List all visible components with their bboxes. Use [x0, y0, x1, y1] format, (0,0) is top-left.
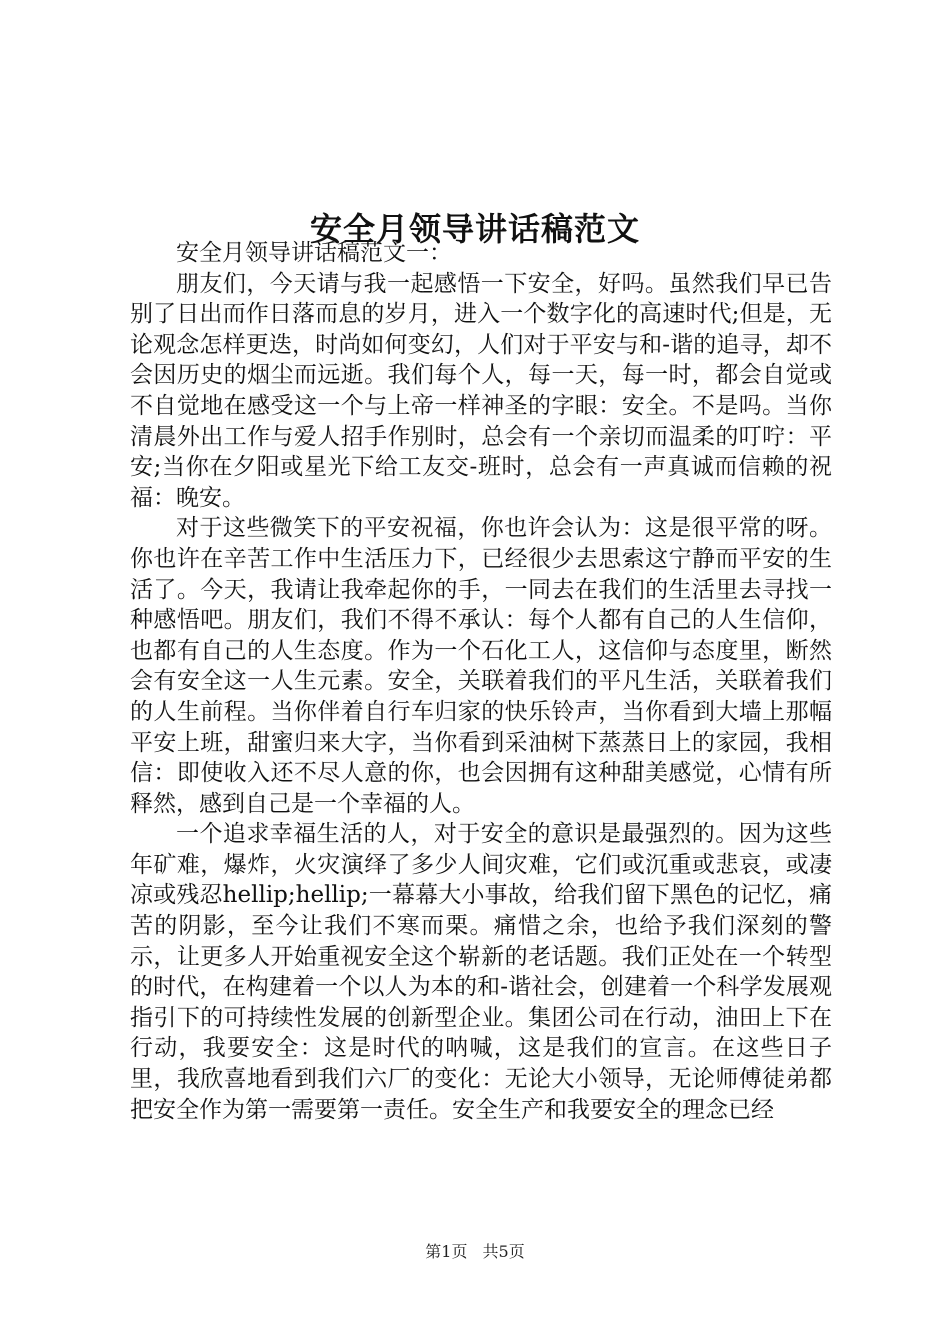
- page-total: 共5页: [482, 1242, 525, 1261]
- document-body: [130, 238, 832, 1125]
- paragraph-2: 对于这些微笑下的平安祝福，你也许会认为：这是很平常的呀。你也许在辛苦工作中生活压力下，已经很少去思索这宁静而平安的生活了。今天，我请让我牵起你的手，一同去在我们的生活里去寻找一种感悟吧。朋友们，我们不得不承认：每个人都有自己的人生信仰，也都有自己的人生态度。作为一个石化工人，这信仰与态度里，断然会有安全这一人生元素。安全，关联着我们的平凡生活，关联着我们的人生前程。当你伴着自行车归家的快乐铃声，当你看到大墙上那幅平安上班，甜蜜归来大字，当你看到采油树下蒸蒸日上的家园，我相信：即使收入还不尽人意的你，也会因拥有这种甜美感觉，心情有所释然，感到自己是一个幸福的人。: [130, 515, 832, 817]
- page-number: 第1页: [425, 1242, 468, 1261]
- paragraph-intro: 安全月领导讲话稿范文一：: [176, 240, 452, 266]
- page-footer: [0, 1240, 950, 1264]
- paragraph-1: 朋友们，今天请与我一起感悟一下安全，好吗。虽然我们早已告别了日出而作日落而息的岁月，进入一个数字化的高速时代;但是，无论观念怎样更迭，时尚如何变幻，人们对于平安与和-谐的追寻，却不会因历史的烟尘而远逝。我们每个人，每一天，每一时，都会自觉或不自觉地在感受这一个与上帝一样神圣的字眼：安全。不是吗。当你清晨外出工作与爱人招手作别时，总会有一个亲切而温柔的叮咛：平安;当你在夕阳或星光下给工友交-班时，总会有一声真诚而信赖的祝福：晚安。: [130, 270, 832, 511]
- paragraph-3: 一个追求幸福生活的人，对于安全的意识是最强烈的。因为这些年矿难，爆炸，火灾演绎了多少人间灾难，它们或沉重或悲哀，或凄凉或残忍hellip;hellip;一幕幕大小事故，给我们留下黑色的记忆，痛苦的阴影，至今让我们不寒而栗。痛惜之余，也给予我们深刻的警示，让更多人开始重视安全这个崭新的老话题。我们正处在一个转型的时代，在构建着一个以人为本的和-谐社会，创建着一个科学发展观指引下的可持续性发展的创新型企业。集团公司在行动，油田上下在行动，我要安全：这是时代的呐喊，这是我们的宣言。在这些日子里，我欣喜地看到我们六厂的变化：无论大小领导，无论师傅徒弟都把安全作为第一需要第一责任。安全生产和我要安全的理念已经: [130, 821, 832, 1123]
- document-title: 安全月领导讲话稿范文: [309, 210, 640, 249]
